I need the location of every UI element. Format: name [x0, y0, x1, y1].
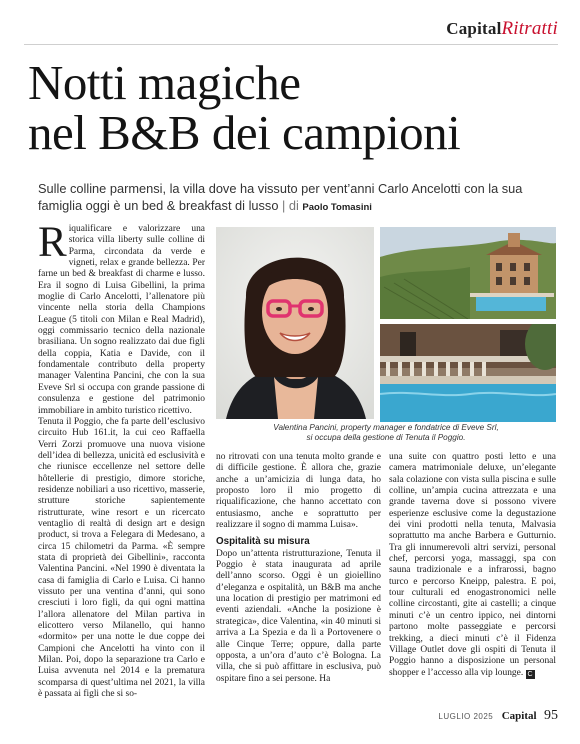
pool-photo-image [380, 324, 556, 422]
page-footer [438, 706, 558, 724]
masthead-ritratti: Ritratti [501, 18, 558, 39]
portrait-photo-image [216, 227, 374, 419]
photo-caption [216, 423, 556, 443]
headline [28, 55, 568, 160]
portrait-photo [216, 227, 374, 419]
dropcap: R [38, 219, 67, 266]
article-column-1 [38, 219, 205, 700]
top-rule [24, 44, 558, 45]
section-masthead [446, 18, 558, 40]
footer-issue-date: LUGLIO 2025 [438, 712, 494, 721]
photo-caption-line-1: Valentina Pancini, property manager e fondatrice di Eveve Srl, [273, 423, 499, 432]
article-paragraph-3: no ritrovati con una tenuta molto grande e di difficile gestione. È allora che, grazie anche a un’amicizia di lunga data, ho proposto loro il mio progetto di riqualificazione, che hanno accettato con entusiasmo, anche e soprattutto per realizzare il sogno di mamma Luisa». [216, 452, 381, 531]
standfirst [38, 180, 558, 216]
end-mark-icon: C [527, 670, 533, 678]
article-paragraph-4: Dopo un’attenta ristrutturazione, Tenuta il Poggio è stata inaugurata ad aprile dell’anno scorso. Oggi è un gioiellino d’eleganza e ospitalità, un B&B ma anche una location di prestigio per matrimoni ed eventi aziendali. «Anche la posizione è strategica», dice Valentina, «in 40 minuti si arriva a La Spezia e da lì a Portovenere o alle Cinque Terre; oppure, dalla parte opposta, a un’ora d’auto c’è Bologna. La villa, che si può affittare in esclusiva, può ospitare fino a sei persone. Ha [216, 548, 381, 684]
article-paragraph-2: Tenuta il Poggio, che fa parte dell’esclusivo circuito Hub 161.it, la cui ceo Raffaella Verri Zorzi promuove una nuova visione dell’idea di bellezza, unicità ed esclusività e che riunisce eccellenze nel settore delle hôtellerie di prestigio, dimore storiche, residenze nobiliari a uso ricettivo, masserie, strutture storiche sapientemente ristrutturate, wine resort e un ricercato ventaglio di realtà di design art e design product, si trova a Felegara di Medesano, a circa 15 chilometri da Parma. «È sempre stata di proprietà dei Gibellini», racconta Valentina Pancini. «Nel 1990 è diventata la casa di famiglia di Carlo e Luisa. Ci hanno vissuto per una ventina d’anni, qui sono cresciuti i loro figli, da qui ogni mattina l’allora allenatore del Milan partiva in elicottero verso Milanello, qui hanno «dormito» per una notte le due coppe dei Campioni che Ancelotti ha vinto con il Milan. Poi, dopo la separazione tra Carlo e Luisa avvenuta nel 2014 e la prematura scomparsa di quest’ultima nel 2021, la villa è passata ai figli che si so- [38, 416, 205, 700]
headline-line-2: nel B&B dei campioni [28, 105, 461, 160]
headline-line-1: Notti magiche [28, 55, 301, 110]
page-number: 95 [544, 708, 558, 723]
subhead: Ospitalità su misura [216, 536, 310, 548]
footer-brand: Capital [501, 710, 537, 722]
article-paragraph-1: iqualificare e valorizzare una storica villa liberty sulle colline di Parma, circondata da verde e vigneti, relax e grande bellezza. Per farne un bed & breakfast di charme e lusso. Era il sogno di Luisa Gibellini, la prima moglie di Carlo Ancelotti, l’allenatore più vincente nella storia della Champions League (5 titoli con Milan e Real Madrid), oggi commissario tecnico della nazionale brasiliana. Un sogno realizzato dai due figli della coppia, Katia e Davide, con il fondamentale contributo della property manager Valentina Pancini, che con la sua Eveve Srl si occupa con grande passione di consulenza e gestione del patrimonio immobiliare in ambito turistico ricettivo. [38, 224, 205, 416]
article-paragraph-5: una suite con quattro posti letto e una camera matrimoniale deluxe, un’elegante sala colazione con vista sulla piscina e sulle colline, un’ampia cucina attrezzata e una grande taverna dove si possono vivere esperienze esclusive come la degustazione dei vini prodotti nella tenuta, Malvasia soprattutto ma anche Barbera e Gutturnio. Tra gli innumerevoli altri servizi, personal chef, percorsi yoga, massaggi, spa con sauna tradizionale e a infrarossi, bagno turco e percorso Kneipp, palestra. E poi, tour culturali ed enogastronomici nelle colline circostanti, gite ai castelli; a cinque minuti c’è un centro ippico, nei dintorni partono molte passeggiate e percorsi trekking, a dieci minuti c’è il Fidenza Village Outlet dove gli ospiti di Tenuta il Poggio hanno a disposizione un personal shopper e l’accesso alla vip lounge. [389, 452, 556, 678]
villa-photo [380, 227, 556, 319]
masthead-capital: Capital [446, 19, 502, 38]
article-column-3 [389, 452, 556, 679]
photo-caption-line-2: si occupa della gestione di Tenuta il Poggio. [306, 433, 466, 442]
byline-separator: | di [282, 198, 299, 213]
villa-photo-image [380, 227, 556, 319]
byline-author: Paolo Tomasini [302, 202, 372, 213]
pool-photo [380, 324, 556, 422]
standfirst-text: Sulle colline parmensi, la villa dove ha vissuto per vent’anni Carlo Ancelotti con la sua famiglia oggi è un bed & breakfast di lusso [38, 181, 523, 213]
article-column-2 [216, 452, 381, 685]
